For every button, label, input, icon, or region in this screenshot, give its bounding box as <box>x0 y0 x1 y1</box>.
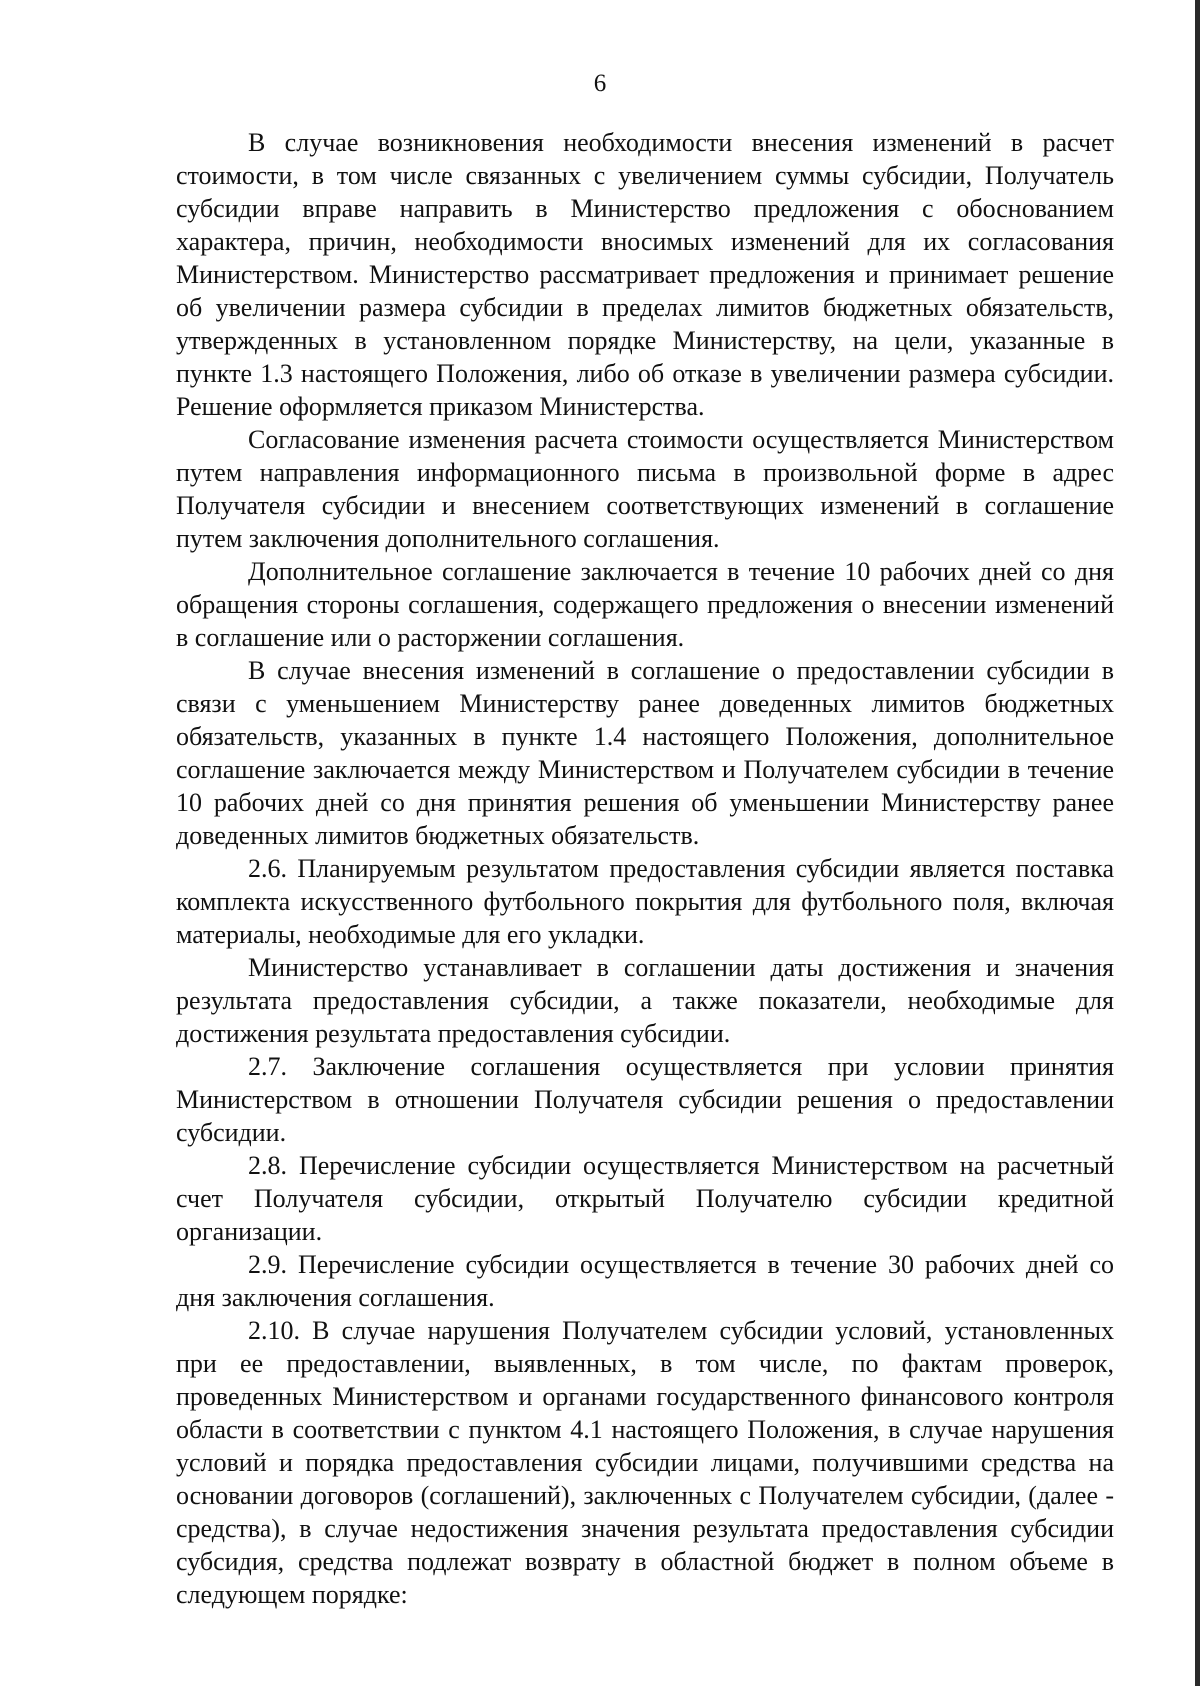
paragraph-cost-change: В случае возникновения необходимости внесения изменений в расчет стоимости, в том числе связанных с увеличением суммы субсидии, Получатель субсидии вправе направить в Министерство предложения с обоснованием характера, причин, необходимости вносимых изменений для их согласования Министерством. Министерство рассматривает предложения и принимает решение об увеличении размера субсидии в пределах лимитов бюджетных обязательств, утвержденных в установленном порядке Министерству, на цели, указанные в пункте 1.3 настоящего Положения, либо об отказе в увеличении размера субсидии. Решение оформляется приказом Министерства. <box>176 128 1114 421</box>
paragraph-2-9: 2.9. Перечисление субсидии осуществляется в течение 30 рабочих дней со дня заключения соглашения. <box>176 1250 1114 1312</box>
paragraph-limit-reduction: В случае внесения изменений в соглашение о предоставлении субсидии в связи с уменьшением Министерству ранее доведенных лимитов бюджетных обязательств, указанных в пункте 1.4 настоящего Положения, дополнительное соглашение заключается между Министерством и Получателем субсидии в течение 10 рабочих дней со дня принятия решения об уменьшении Министерству ранее доведенных лимитов бюджетных обязательств. <box>176 656 1114 850</box>
paragraph-2-7: 2.7. Заключение соглашения осуществляется при условии принятия Министерством в отношении Получателя субсидии решения о предоставлении субсидии. <box>176 1052 1114 1147</box>
document-body <box>176 126 1114 1611</box>
paragraph-2-8: 2.8. Перечисление субсидии осуществляется Министерством на расчетный счет Получателя субсидии, открытый Получателю субсидии кредитной организации. <box>176 1151 1114 1246</box>
paragraph-results: Министерство устанавливает в соглашении даты достижения и значения результата предоставления субсидии, а также показатели, необходимые для достижения результата предоставления субсидии. <box>176 953 1114 1048</box>
paragraph-additional-agreement: Дополнительное соглашение заключается в течение 10 рабочих дней со дня обращения стороны соглашения, содержащего предложения о внесении изменений в соглашение или о расторжении соглашения. <box>176 557 1114 652</box>
page-number: 6 <box>593 70 607 97</box>
paragraph-2-10: 2.10. В случае нарушения Получателем субсидии условий, установленных при ее предоставлении, выявленных, в том числе, по фактам проверок, проведенных Министерством и органами государственного финансового контроля области в соответствии с пунктом 4.1 настоящего Положения, в случае нарушения условий и порядка предоставления субсидии лицами, получившими средства на основании договоров (соглашений), заключенных с Получателем субсидии, (далее - средства), в случае недостижения значения результата предоставления субсидии субсидия, средства подлежат возврату в областной бюджет в полном объеме в следующем порядке: <box>176 1316 1114 1609</box>
paragraph-2-6: 2.6. Планируемым результатом предоставления субсидии является поставка комплекта искусственного футбольного покрытия для футбольного поля, включая материалы, необходимые для его укладки. <box>176 854 1114 949</box>
scan-edge <box>1195 0 1200 1686</box>
paragraph-approval: Согласование изменения расчета стоимости осуществляется Министерством путем направления информационного письма в произвольной форме в адрес Получателя субсидии и внесением соответствующих изменений в соглашение путем заключения дополнительного соглашения. <box>176 425 1114 553</box>
